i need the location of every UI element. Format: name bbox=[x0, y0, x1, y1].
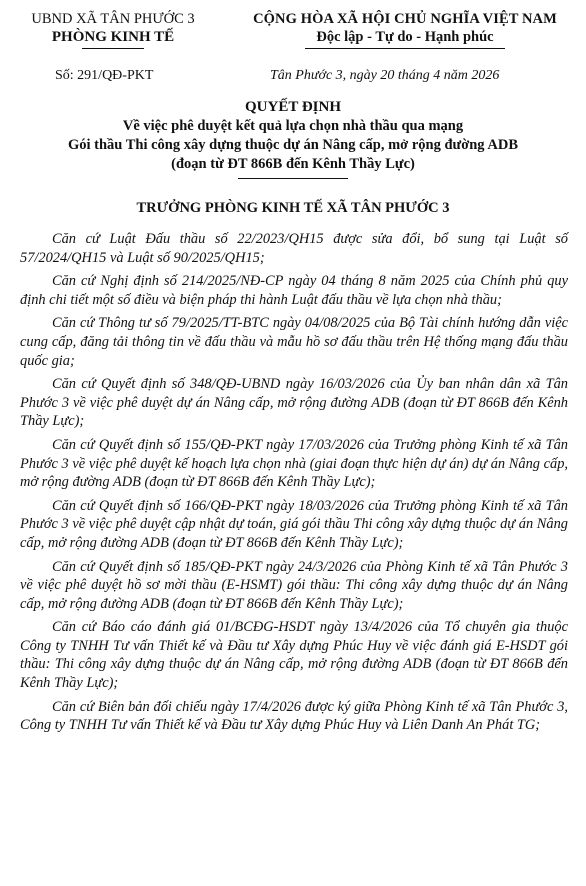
document-date: Tân Phước 3, ngày 20 tháng 4 năm 2026 bbox=[270, 68, 500, 83]
legal-basis-paragraph: Căn cứ Quyết định số 155/QĐ-PKT ngày 17/03/2026 của Trưởng phòng Kinh tế xã Tân Phước 3 về việc phê duyệt kế hoạch lựa chọn nhà (giai đoạn thực hiện dự án) dự án Nâng cấp, mở rộng đường ADB (đoạn từ ĐT 866B đến Kênh Thầy Lực); bbox=[20, 436, 568, 491]
legal-basis-paragraph: Căn cứ Thông tư số 79/2025/TT-BTC ngày 04/08/2025 của Bộ Tài chính hướng dẫn việc cung cấp, đăng tải thông tin về đấu thầu và mẫu hồ sơ đấu thầu trên Hệ thống mạng đấu thầu quốc gia; bbox=[20, 315, 568, 369]
document-number: Số: 291/QĐ-PKT bbox=[55, 68, 154, 83]
decision-title-block bbox=[0, 98, 586, 179]
agency-parent-name: UBND XÃ TÂN PHƯỚC 3 bbox=[31, 11, 195, 27]
decision-title: QUYẾT ĐỊNH bbox=[245, 99, 341, 115]
motto-underline bbox=[305, 48, 505, 49]
legal-basis-paragraph: Căn cứ Quyết định số 348/QĐ-UBND ngày 16/03/2026 của Ủy ban nhân dân xã Tân Phước 3 về việc phê duyệt dự án Nâng cấp, mở rộng đường ADB (đoạn từ ĐT 866B đến Kênh Thầy Lực); bbox=[20, 376, 568, 430]
legal-basis-paragraph: Căn cứ Quyết định số 185/QĐ-PKT ngày 24/3/2026 của Phòng Kinh tế xã Tân Phước 3 về việc phê duyệt hồ sơ mời thầu (E-HSMT) gói thầu: Thi công xây dựng thuộc dự án Nâng cấp, mở rộng đường ADB (đoạn từ ĐT 866B đến Kênh Thầy Lực); bbox=[20, 558, 568, 612]
national-motto: Độc lập - Tự do - Hạnh phúc bbox=[316, 29, 494, 45]
national-motto-header bbox=[230, 10, 580, 49]
country-name: CỘNG HÒA XÃ HỘI CHỦ NGHĨA VIỆT NAM bbox=[253, 11, 557, 27]
legal-basis-section bbox=[20, 230, 568, 740]
legal-basis-paragraph: Căn cứ Quyết định số 166/QĐ-PKT ngày 18/03/2026 của Trưởng phòng Kinh tế xã Tân Phước 3 về việc phê duyệt cập nhật dự toán, giá gói thầu Thi công xây dựng thuộc dự án Nâng cấp, mở rộng đường ADB (đoạn từ ĐT 866B đến Kênh Thầy Lực); bbox=[20, 497, 568, 551]
agency-name: PHÒNG KINH TẾ bbox=[51, 29, 175, 45]
legal-basis-paragraph: Căn cứ Biên bản đối chiếu ngày 17/4/2026 được ký giữa Phòng Kinh tế xã Tân Phước 3, Công ty TNHH Tư vấn Thiết kế và Đầu tư Xây dựng Phúc Huy và Liên Danh An Phát TG; bbox=[20, 698, 568, 734]
decision-subject-line-1: Về việc phê duyệt kết quả lựa chọn nhà thầu qua mạng bbox=[122, 118, 464, 134]
agency-underline bbox=[82, 48, 144, 49]
title-underline bbox=[238, 178, 348, 179]
issuing-agency-header bbox=[8, 10, 218, 49]
decision-subject-line-3: (đoạn từ ĐT 866B đến Kênh Thầy Lực) bbox=[171, 156, 415, 172]
legal-basis-paragraph: Căn cứ Luật Đấu thầu số 22/2023/QH15 được sửa đổi, bổ sung tại Luật số 57/2024/QH15 và Luật số 90/2025/QH15; bbox=[20, 231, 568, 266]
legal-basis-paragraph: Căn cứ Báo cáo đánh giá 01/BCĐG-HSDT ngày 13/4/2026 của Tổ chuyên gia thuộc Công ty TNHH Tư vấn Thiết kế và Đầu tư Xây dựng Phúc Huy về việc đánh giá E-HSDT gói thầu: Thi công xây dựng thuộc dự án Nâng cấp, mở rộng đường ADB (đoạn từ ĐT 866B đến Kênh Thầy Lực); bbox=[20, 619, 568, 692]
decision-subject-line-2: Gói thầu Thi công xây dựng thuộc dự án Nâng cấp, mở rộng đường ADB bbox=[67, 137, 518, 153]
legal-basis-paragraph: Căn cứ Nghị định số 214/2025/NĐ-CP ngày 04 tháng 8 năm 2025 của Chính phủ quy định chi tiết một số điều và biện pháp thi hành Luật đấu thầu về lựa chọn nhà thầu; bbox=[20, 273, 568, 308]
issuing-authority: TRƯỞNG PHÒNG KINH TẾ XÃ TÂN PHƯỚC 3 bbox=[136, 200, 450, 216]
